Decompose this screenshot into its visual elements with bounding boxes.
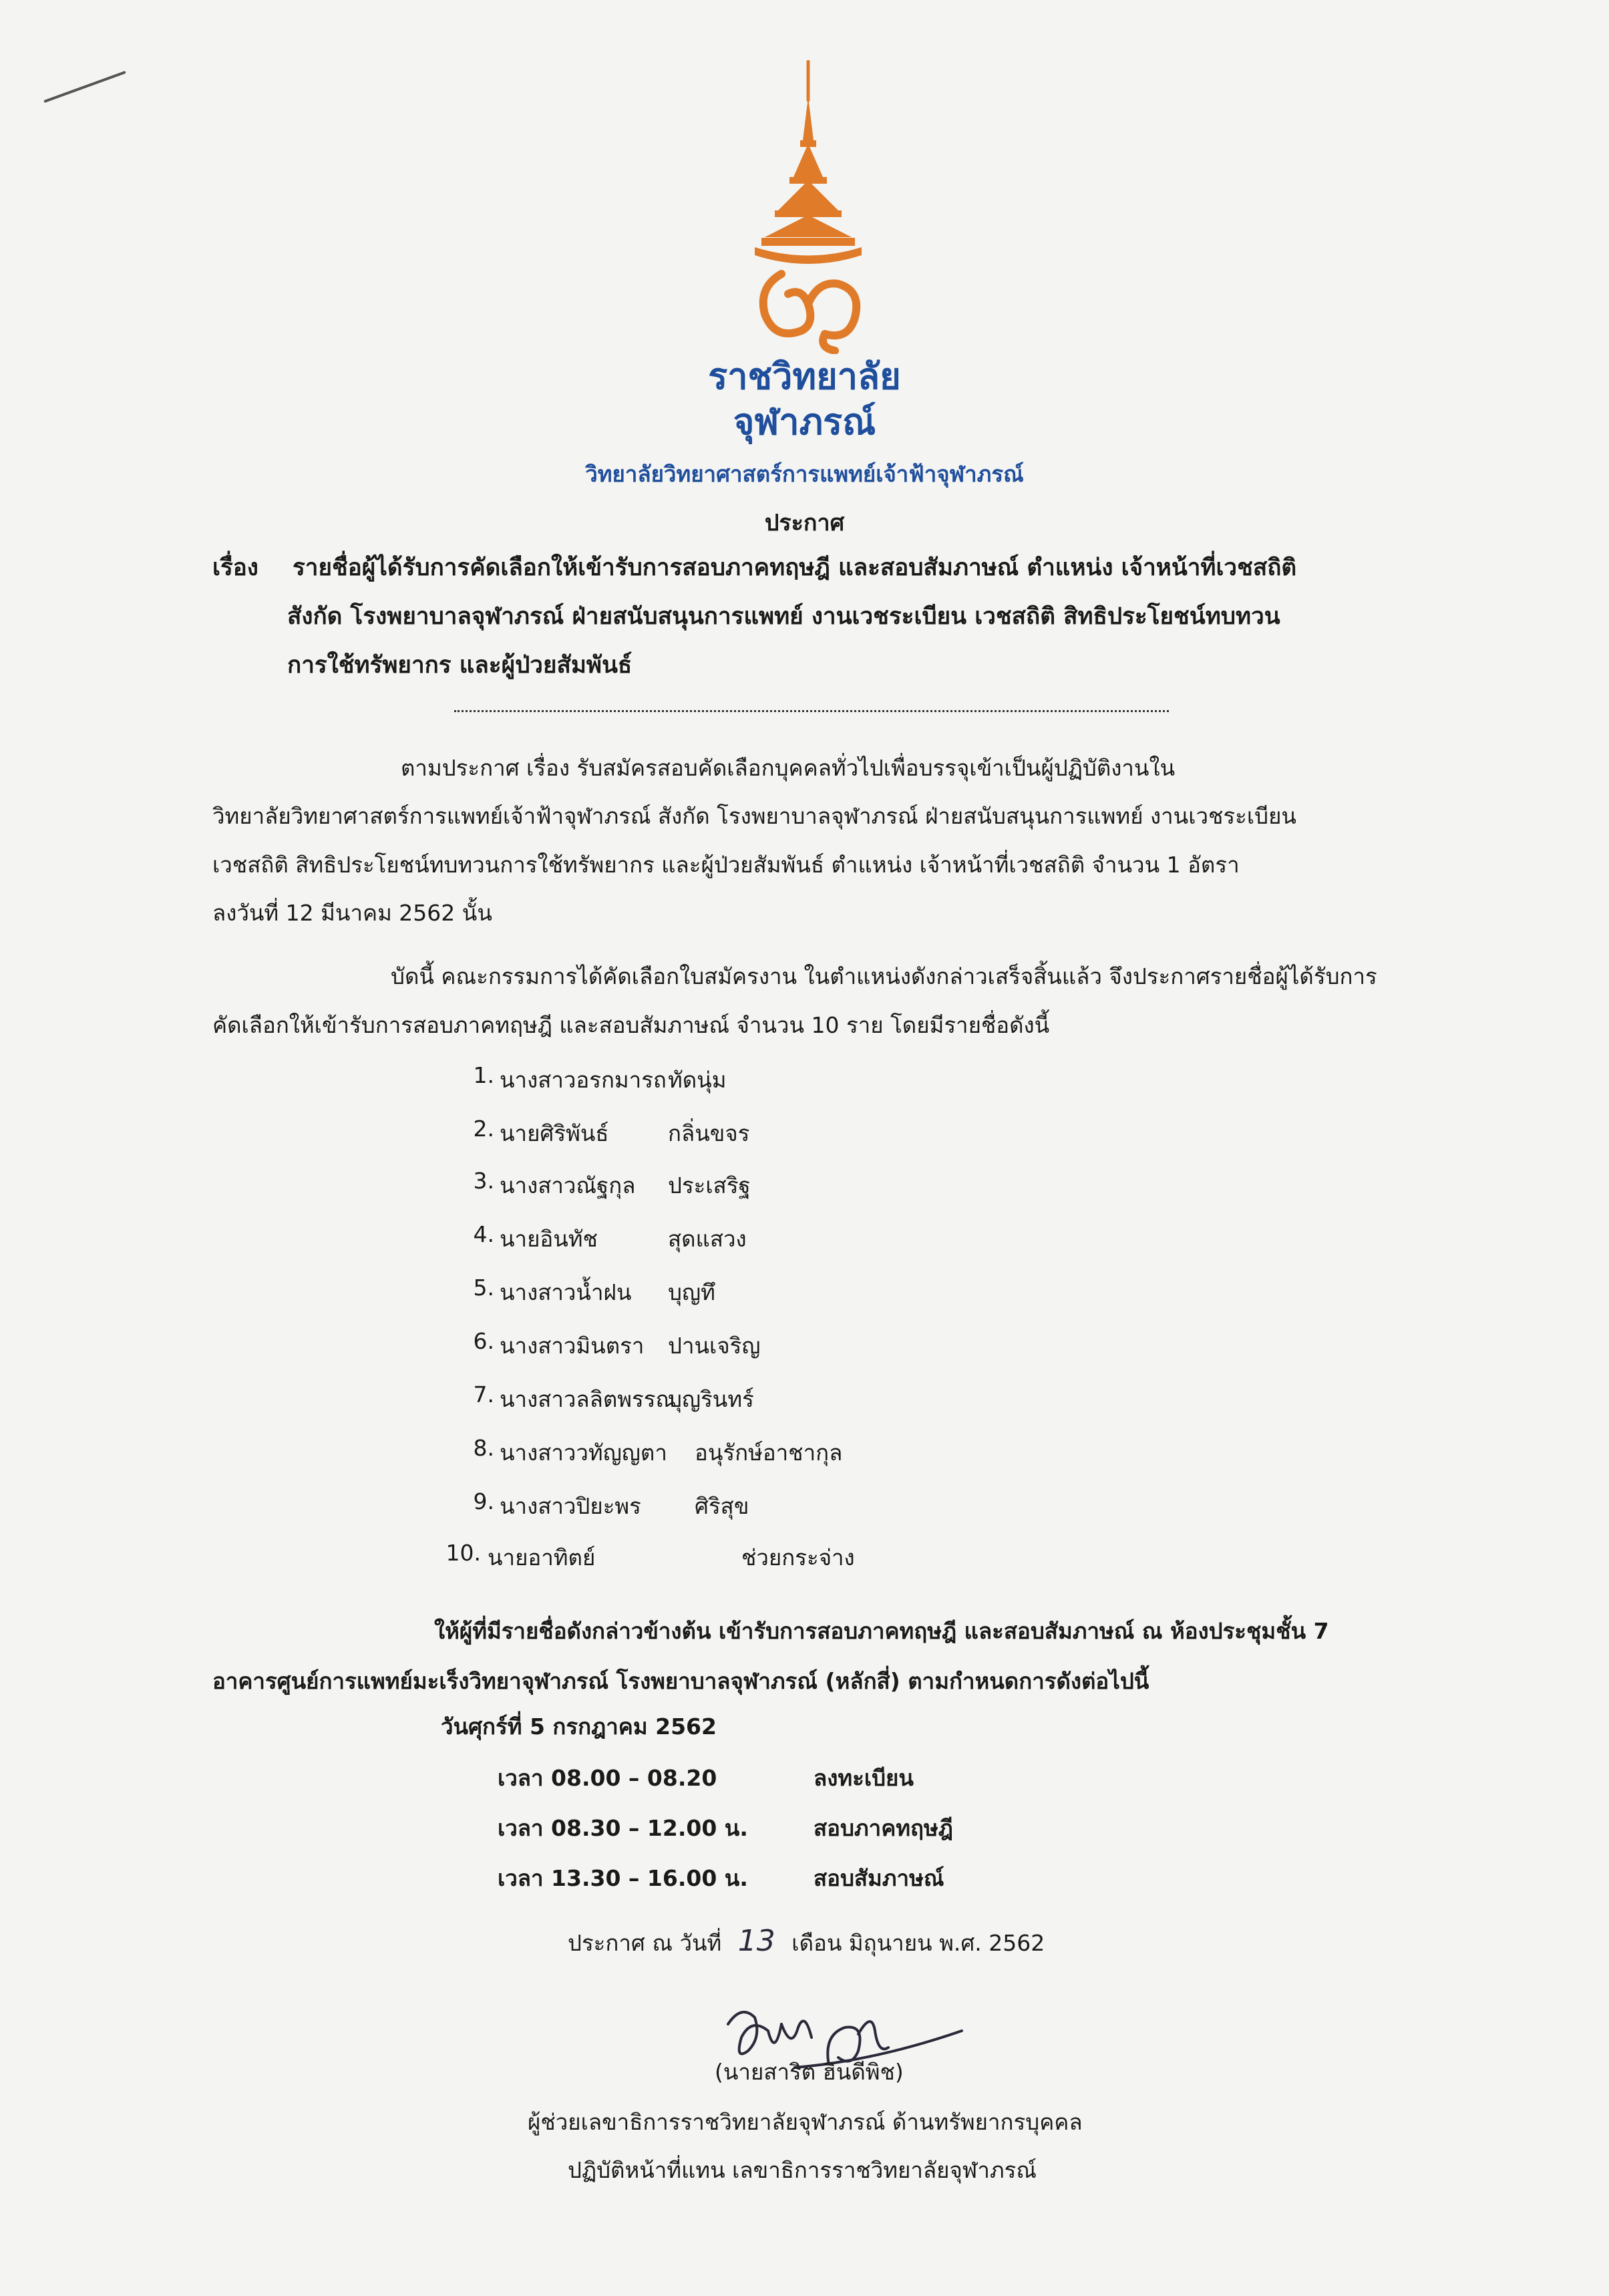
para1-line4: ลงวันที่ 12 มีนาคม 2562 นั้น [212, 900, 492, 926]
para3-line2: อาคารศูนย์การแพทย์มะเร็งวิทยาจุฬาภรณ์ โรงพยาบาลจุฬาภรณ์ (หลักสี่) ตามกำหนดการดังต่อไปนี้ [212, 1668, 1149, 1694]
candidate-number: 7. [473, 1381, 494, 1408]
scan-mark [43, 71, 126, 103]
candidate-number: 10. [445, 1540, 481, 1566]
para1-line3: เวชสถิติ สิทธิประโยชน์ทบทวนการใช้ทรัพยากร และผู้ป่วยสัมพันธ์ ตำแหน่ง เจ้าหน้าที่เวชสถิติ จำนวน 1 อัตรา [212, 852, 1240, 878]
signatory-title1: ผู้ช่วยเลขาธิการราชวิทยาลัยจุฬาภรณ์ ด้านทรัพยากรบุคคล [528, 2109, 1083, 2135]
brand-name-line2: จุฬาภรณ์ [733, 401, 876, 443]
schedule-activity: สอบสัมภาษณ์ [814, 1865, 944, 1891]
candidate-name: นายอินทัช [500, 1226, 598, 1252]
candidate-name: นางสาวอรกมารถ [500, 1067, 667, 1093]
candidate-surname: ประเสริฐ [668, 1172, 751, 1198]
schedule-activity: ลงทะเบียน [814, 1765, 914, 1791]
candidate-surname: ช่วยกระจ่าง [741, 1544, 855, 1571]
candidate-surname: สุดแสวง [668, 1226, 747, 1252]
announced-date [568, 1924, 1045, 1961]
candidate-number: 3. [473, 1168, 494, 1194]
candidate-number: 4. [473, 1221, 494, 1247]
candidate-number: 6. [473, 1328, 494, 1354]
faculty-name: วิทยาลัยวิทยาศาสตร์การแพทย์เจ้าฟ้าจุฬาภรณ์ [585, 461, 1024, 487]
brand-name-line1: ราชวิทยาลัย [708, 355, 901, 397]
candidate-surname: บุญรินทร์ [668, 1386, 754, 1412]
candidate-surname: อนุรักษ์อาชากุล [695, 1440, 843, 1466]
candidate-name: นางสาวมินตรา [500, 1333, 645, 1359]
candidate-number: 1. [473, 1062, 494, 1088]
college-emblem-logo [741, 60, 875, 354]
para3-line1: ให้ผู้ที่มีรายชื่อดังกล่าวข้างต้น เข้ารับการสอบภาคทฤษฎี และสอบสัมภาษณ์ ณ ห้องประชุมชั้น 7 [434, 1618, 1329, 1644]
candidate-name: นางสาวณัฐกุล [500, 1172, 636, 1198]
divider-dotted [454, 710, 1169, 712]
subject-line-3: การใช้ทรัพยากร และผู้ป่วยสัมพันธ์ [287, 652, 633, 679]
announced-suffix: เดือน มิถุนายน พ.ศ. 2562 [791, 1930, 1045, 1956]
signatory-title2: ปฏิบัติหน้าที่แทน เลขาธิการราชวิทยาลัยจุฬาภรณ์ [568, 2157, 1037, 2183]
candidate-name: นางสาววทัญญตา [500, 1440, 667, 1466]
candidate-surname: ปานเจริญ [668, 1333, 761, 1359]
candidate-number: 2. [473, 1116, 494, 1142]
candidate-name: นางสาวลลิตพรรณ [500, 1386, 677, 1412]
schedule-date: วันศุกร์ที่ 5 กรกฎาคม 2562 [441, 1713, 717, 1740]
candidate-surname: ศิริสุข [695, 1493, 749, 1519]
candidate-number: 9. [473, 1488, 494, 1514]
para1-line1: ตามประกาศ เรื่อง รับสมัครสอบคัดเลือกบุคคลทั่วไปเพื่อบรรจุเข้าเป็นผู้ปฏิบัติงานใน [401, 755, 1176, 781]
signatory-name: (นายสาริต ฮินดีพิช) [715, 2059, 904, 2085]
candidate-surname: กลิ่นขจร [668, 1120, 750, 1146]
candidate-name: นางสาวปิยะพร [500, 1493, 641, 1519]
candidate-number: 5. [473, 1275, 494, 1301]
subject-line-2: สังกัด โรงพยาบาลจุฬาภรณ์ ฝ่ายสนับสนุนการแพทย์ งานเวชระเบียน เวชสถิติ สิทธิประโยชน์ทบทวน [287, 603, 1280, 630]
candidate-surname: บุญทึ [668, 1279, 715, 1305]
schedule-activity: สอบภาคทฤษฎี [814, 1815, 953, 1841]
candidate-name: นายศิริพันธ์ [500, 1120, 609, 1146]
para2-line2: คัดเลือกให้เข้ารับการสอบภาคทฤษฎี และสอบสัมภาษณ์ จำนวน 10 ราย โดยมีรายชื่อดังนี้ [212, 1012, 1050, 1038]
candidate-number: 8. [473, 1435, 494, 1461]
subject-line-1: รายชื่อผู้ได้รับการคัดเลือกให้เข้ารับการสอบภาคทฤษฎี และสอบสัมภาษณ์ ตำแหน่ง เจ้าหน้าที่เวชสถิติ [293, 554, 1297, 581]
announced-prefix: ประกาศ ณ วันที่ [568, 1930, 722, 1956]
schedule-time: เวลา 13.30 – 16.00 น. [498, 1865, 748, 1891]
para2-line1: บัดนี้ คณะกรรมการได้คัดเลือกใบสมัครงาน ในตำแหน่งดังกล่าวเสร็จสิ้นแล้ว จึงประกาศรายชื่อผู้ได้รับการ [391, 963, 1377, 989]
candidate-name: นายอาทิตย์ [488, 1544, 596, 1571]
para1-line2: วิทยาลัยวิทยาศาสตร์การแพทย์เจ้าฟ้าจุฬาภรณ์ สังกัด โรงพยาบาลจุฬาภรณ์ ฝ่ายสนับสนุนการแพทย์ งานเวชระเบียน [212, 803, 1296, 829]
schedule-time: เวลา 08.30 – 12.00 น. [498, 1815, 748, 1841]
candidate-name: นางสาวน้ำฝน [500, 1279, 632, 1305]
subject-label: เรื่อง [212, 554, 258, 581]
schedule-time: เวลา 08.00 – 08.20 [498, 1765, 717, 1791]
candidate-surname: ทัดนุ่ม [668, 1067, 727, 1093]
announcement-heading: ประกาศ [764, 510, 845, 536]
announced-day: 13 [737, 1924, 775, 1958]
